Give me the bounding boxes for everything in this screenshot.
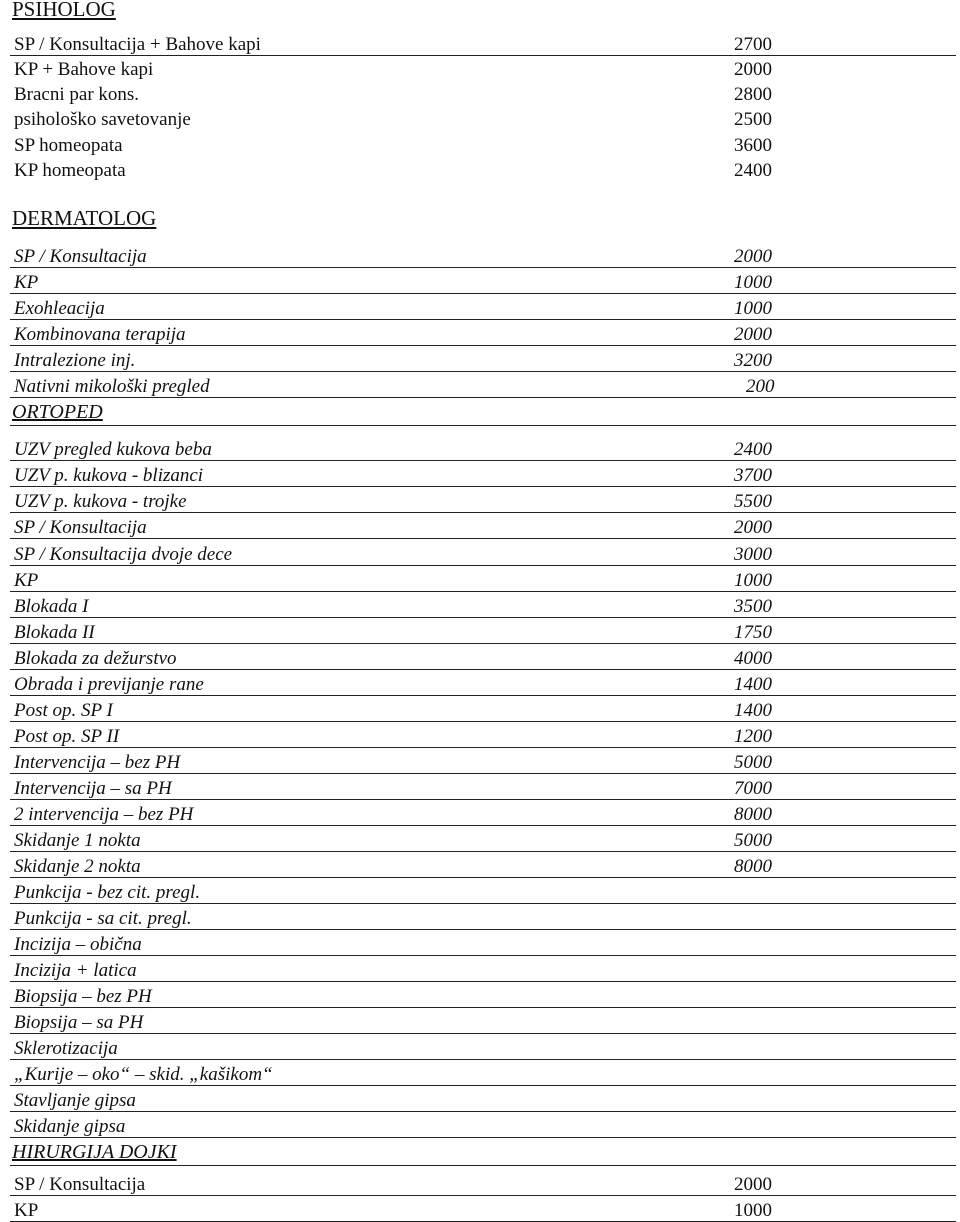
service-price: 5500 <box>734 491 772 512</box>
price-row <box>10 267 956 294</box>
service-label: Post op. SP I <box>14 700 113 721</box>
service-label: „Kurije – oko“ – skid. „kašikom“ <box>14 1064 273 1085</box>
service-price: 5000 <box>734 830 772 851</box>
service-price: 8000 <box>734 804 772 825</box>
service-label: Sklerotizacija <box>14 1038 118 1059</box>
service-price: 2000 <box>734 1174 772 1195</box>
price-row <box>10 565 956 592</box>
service-price: 2400 <box>734 439 772 460</box>
price-row <box>10 643 956 670</box>
section-title-row-hirurgija-dojki <box>10 1137 956 1166</box>
price-row <box>10 617 956 644</box>
service-price: 3500 <box>734 596 772 617</box>
price-row <box>10 79 956 105</box>
service-label: Kombinovana terapija <box>14 324 186 345</box>
price-row <box>10 1111 956 1138</box>
price-row <box>10 486 956 513</box>
service-price: 4000 <box>734 648 772 669</box>
service-price: 2000 <box>734 246 772 267</box>
price-row <box>10 1085 956 1112</box>
price-row <box>10 903 956 930</box>
service-price: 2500 <box>734 109 772 130</box>
service-label: Biopsija – bez PH <box>14 986 152 1007</box>
service-label: Stavljanje gipsa <box>14 1090 136 1111</box>
service-label: SP / Konsultacija <box>14 517 147 538</box>
price-row <box>10 721 956 748</box>
service-label: Obrada i previjanje rane <box>14 674 204 695</box>
price-row <box>10 591 956 618</box>
service-label: Blokada I <box>14 596 89 617</box>
price-row <box>10 1195 956 1222</box>
service-label: Blokada za dežurstvo <box>14 648 177 669</box>
price-row <box>10 695 956 722</box>
service-price: 1000 <box>734 272 772 293</box>
price-row <box>10 955 956 982</box>
service-label: SP / Konsultacija <box>14 1174 146 1195</box>
price-row <box>10 1059 956 1086</box>
service-label: Intralezione inj. <box>14 350 136 371</box>
section-title-row-ortoped <box>10 397 956 426</box>
section-title-psiholog: PSIHOLOG <box>12 0 116 21</box>
service-label: 2 intervencija – bez PH <box>14 804 194 825</box>
service-price: 1400 <box>734 700 772 721</box>
service-price: 3700 <box>734 465 772 486</box>
service-price: 1750 <box>734 622 772 643</box>
section-title-ortoped: ORTOPED <box>12 401 103 423</box>
price-row <box>10 155 956 181</box>
price-row <box>10 669 956 696</box>
price-row <box>10 345 956 372</box>
service-price: 5000 <box>734 752 772 773</box>
service-label: KP + Bahove kapi <box>14 59 154 80</box>
service-label: Bracni par kons. <box>14 84 140 105</box>
service-label: Skidanje gipsa <box>14 1116 126 1137</box>
section-title-hirurgija-dojki: HIRURGIJA DOJKI <box>12 1141 177 1163</box>
price-row <box>10 293 956 320</box>
service-label: Skidanje 2 nokta <box>14 856 141 877</box>
service-price: 1200 <box>734 726 772 747</box>
price-row <box>10 104 956 130</box>
service-label: Intervencija – bez PH <box>14 752 181 773</box>
service-label: Biopsija – sa PH <box>14 1012 144 1033</box>
price-row <box>10 981 956 1008</box>
service-label: Nativni mikološki pregled <box>14 376 210 397</box>
service-label: Intervencija – sa PH <box>14 778 172 799</box>
price-row <box>10 54 956 80</box>
price-row <box>10 512 956 539</box>
service-price: 1000 <box>734 570 772 591</box>
service-price: 200 <box>746 376 775 397</box>
service-label: Exohleacija <box>14 298 105 319</box>
service-label: Blokada II <box>14 622 95 643</box>
price-row <box>10 877 956 904</box>
service-price: 1000 <box>734 1200 772 1221</box>
service-label: Skidanje 1 nokta <box>14 830 141 851</box>
service-price: 8000 <box>734 856 772 877</box>
price-row <box>10 799 956 826</box>
service-label: SP / Konsultacija <box>14 246 147 267</box>
service-price: 1400 <box>734 674 772 695</box>
service-label: Incizija + latica <box>14 960 137 981</box>
price-row <box>10 539 956 566</box>
service-label: UZV pregled kukova beba <box>14 439 212 460</box>
price-row <box>10 460 956 487</box>
price-row <box>10 747 956 774</box>
service-label: UZV p. kukova - trojke <box>14 491 187 512</box>
service-label: KP <box>14 1200 39 1221</box>
service-label: Post op. SP II <box>14 726 120 747</box>
service-price: 2800 <box>734 84 772 105</box>
price-row <box>10 130 956 156</box>
service-price: 2000 <box>734 59 772 80</box>
service-price: 1000 <box>734 298 772 319</box>
service-label: psihološko savetovanje <box>14 109 191 130</box>
service-label: KP <box>14 570 39 591</box>
service-label: SP / Konsultacija dvoje dece <box>14 544 233 565</box>
service-label: Punkcija - bez cit. pregl. <box>14 882 201 903</box>
price-row <box>10 851 956 878</box>
service-label: Incizija – obična <box>14 934 142 955</box>
price-row <box>10 1169 956 1196</box>
price-row <box>10 825 956 852</box>
price-row <box>10 929 956 956</box>
service-price: 7000 <box>734 778 772 799</box>
service-price: 3600 <box>734 135 772 156</box>
price-row <box>10 773 956 800</box>
service-label: Punkcija - sa cit. pregl. <box>14 908 192 929</box>
service-price: 3200 <box>734 350 772 371</box>
price-row <box>10 1033 956 1060</box>
service-price: 2400 <box>734 160 772 181</box>
service-price: 2700 <box>734 34 772 55</box>
service-price: 3000 <box>734 544 772 565</box>
price-row <box>10 29 956 56</box>
price-row <box>10 434 956 461</box>
service-label: UZV p. kukova - blizanci <box>14 465 204 486</box>
service-label: SP / Konsultacija + Bahove kapi <box>14 34 261 55</box>
service-price: 2000 <box>734 517 772 538</box>
service-label: KP <box>14 272 39 293</box>
price-row <box>10 371 956 398</box>
price-row <box>10 241 956 268</box>
price-row <box>10 319 956 346</box>
service-price: 2000 <box>734 324 772 345</box>
price-row <box>10 1007 956 1034</box>
service-label: KP homeopata <box>14 160 126 181</box>
service-label: SP homeopata <box>14 135 123 156</box>
section-title-dermatolog: DERMATOLOG <box>12 206 157 230</box>
